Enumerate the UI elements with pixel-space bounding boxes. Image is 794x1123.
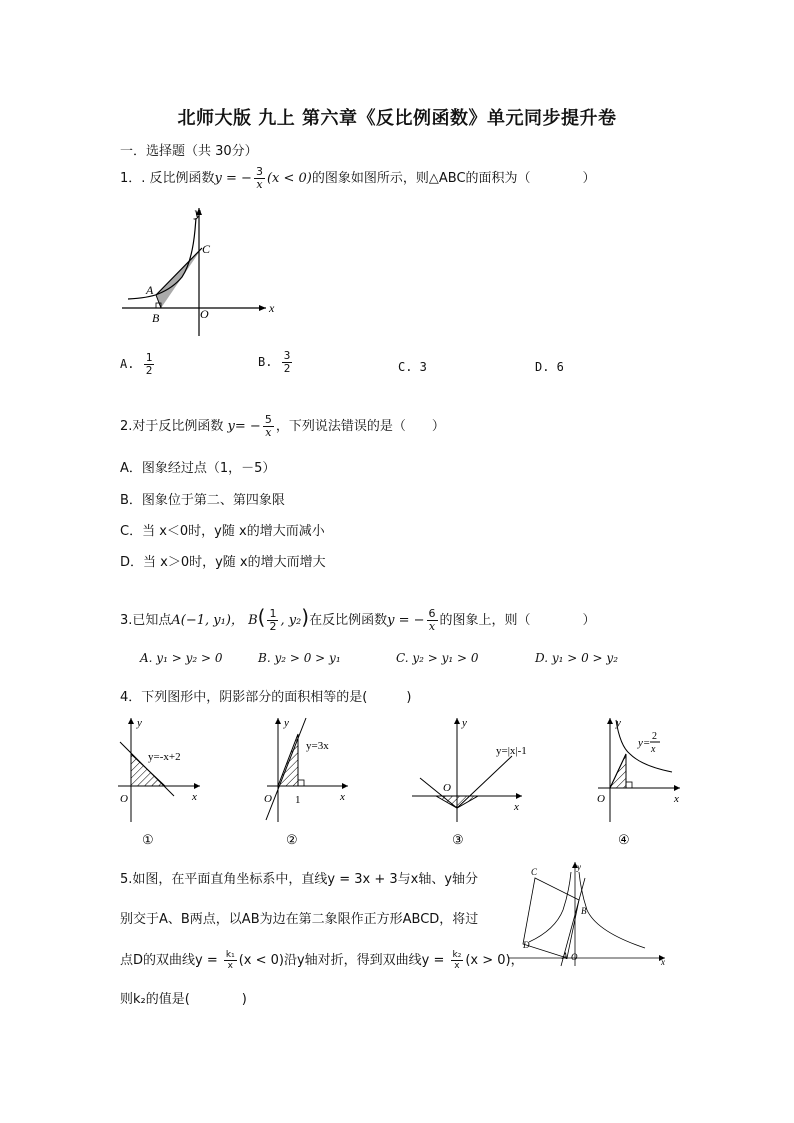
- question-4-stem: 4．下列图形中，阴影部分的面积相等的是( ): [120, 690, 412, 705]
- question-5-line-1: 5.如图，在平面直角坐标系中，直线y = 3x + 3与x轴、y轴分: [120, 872, 479, 887]
- figure-4-number: ④: [618, 832, 630, 847]
- figure-4: [597, 717, 680, 847]
- svg-text:y: y: [137, 717, 142, 729]
- question-3-option-c[interactable]: C. y₂ > y₁ > 0: [396, 651, 479, 665]
- question-1-figure: [118, 200, 278, 340]
- section-heading: 一．选择题（共 30分）: [120, 144, 258, 159]
- y-axis-label: y: [194, 206, 201, 220]
- svg-text:1: 1: [295, 794, 301, 806]
- svg-text:D: D: [523, 940, 530, 950]
- svg-text:x: x: [514, 801, 519, 813]
- question-2-stem: 2.对于反比例函数 y= − $\frac{5}{x}$ ，下列说法错误的是（ ）: [120, 413, 445, 439]
- figure-3-number: ③: [452, 832, 464, 847]
- point-c-label: C: [202, 242, 211, 256]
- question-4-figures: [112, 712, 692, 852]
- question-5-line-3: 点D的双曲线y = $\frac{\text{k₁}}{x}$ (x < 0)沿y轴对折，得到双曲线y = $\frac{\text{k₂}}{x}$ (x > 0)，: [120, 950, 524, 971]
- figure-1: [118, 717, 200, 847]
- svg-text:O: O: [120, 793, 128, 805]
- question-1-option-c[interactable]: C. 3: [398, 360, 427, 374]
- figure-2: [264, 717, 348, 847]
- question-2-option-d[interactable]: D．当 x＞0时，y随 x的增大而增大: [120, 555, 326, 570]
- figure-3: [412, 717, 527, 847]
- figure-4-label: y=: [638, 737, 651, 749]
- question-2-option-c[interactable]: C．当 x＜0时，y随 x的增大而减小: [120, 524, 325, 539]
- svg-text:O: O: [264, 793, 272, 805]
- question-3-stem: 3.已知点A(−1, y₁)， B( $\frac{1}{2}$ , y₂)在反比例函数y = − $\frac{6}{x}$ 的图象上，则（ ）: [120, 605, 596, 633]
- question-1-option-d[interactable]: D. 6: [535, 360, 564, 374]
- x-axis-label: x: [269, 301, 275, 315]
- question-3-option-b[interactable]: B. y₂ > 0 > y₁: [258, 651, 341, 665]
- figure-1-number: ①: [142, 832, 154, 847]
- svg-text:y: y: [577, 862, 581, 872]
- figure-2-number: ②: [286, 832, 298, 847]
- figure-2-label: y=3x: [306, 740, 329, 752]
- origin-label: O: [200, 307, 209, 321]
- svg-text:x: x: [651, 744, 656, 755]
- svg-text:x: x: [340, 791, 345, 803]
- svg-text:y: y: [462, 717, 467, 729]
- question-1-stem: 1．. 反比例函数y = − $\frac{3}{x}$ (x < 0)的图象如图所示，则△ABC的面积为（ ）: [120, 165, 596, 191]
- svg-text:O: O: [597, 793, 605, 805]
- svg-text:y: y: [616, 717, 621, 729]
- svg-text:O: O: [443, 782, 451, 794]
- svg-text:A: A: [562, 951, 568, 961]
- svg-text:2: 2: [652, 731, 657, 742]
- question-2-option-b[interactable]: B．图象位于第二、第四象限: [120, 493, 285, 508]
- point-a-label: A: [146, 283, 154, 297]
- page-title: 北师大版 九上 第六章《反比例函数》单元同步提升卷: [177, 108, 617, 129]
- svg-text:x: x: [192, 791, 197, 803]
- question-5-line-4: 则k₂的值是( ): [120, 992, 247, 1007]
- svg-text:x: x: [674, 793, 679, 805]
- svg-text:O: O: [571, 952, 578, 962]
- svg-text:y: y: [284, 717, 289, 729]
- question-5-figure: [505, 858, 675, 968]
- svg-text:C: C: [531, 867, 538, 877]
- point-b-label: B: [152, 311, 160, 325]
- figure-1-label: y=-x+2: [148, 751, 181, 763]
- figure-3-label: y=|x|-1: [496, 745, 527, 757]
- question-1-option-b[interactable]: B. $\frac{3}{2}$: [258, 349, 291, 375]
- question-2-option-a[interactable]: A．图象经过点（1，－5）: [120, 461, 276, 476]
- question-3-option-a[interactable]: A. y₁ > y₂ > 0: [140, 651, 223, 665]
- fraction: $\frac{3}{x}$: [255, 165, 263, 191]
- question-3-option-d[interactable]: D. y₁ > 0 > y₂: [535, 651, 619, 665]
- svg-text:B: B: [581, 906, 587, 916]
- question-5-line-2: 别交于A、B两点，以AB为边在第二象限作正方形ABCD，将过: [120, 912, 479, 927]
- question-1-option-a[interactable]: A. $\frac{1}{2}$: [120, 351, 153, 377]
- svg-text:x: x: [661, 957, 665, 967]
